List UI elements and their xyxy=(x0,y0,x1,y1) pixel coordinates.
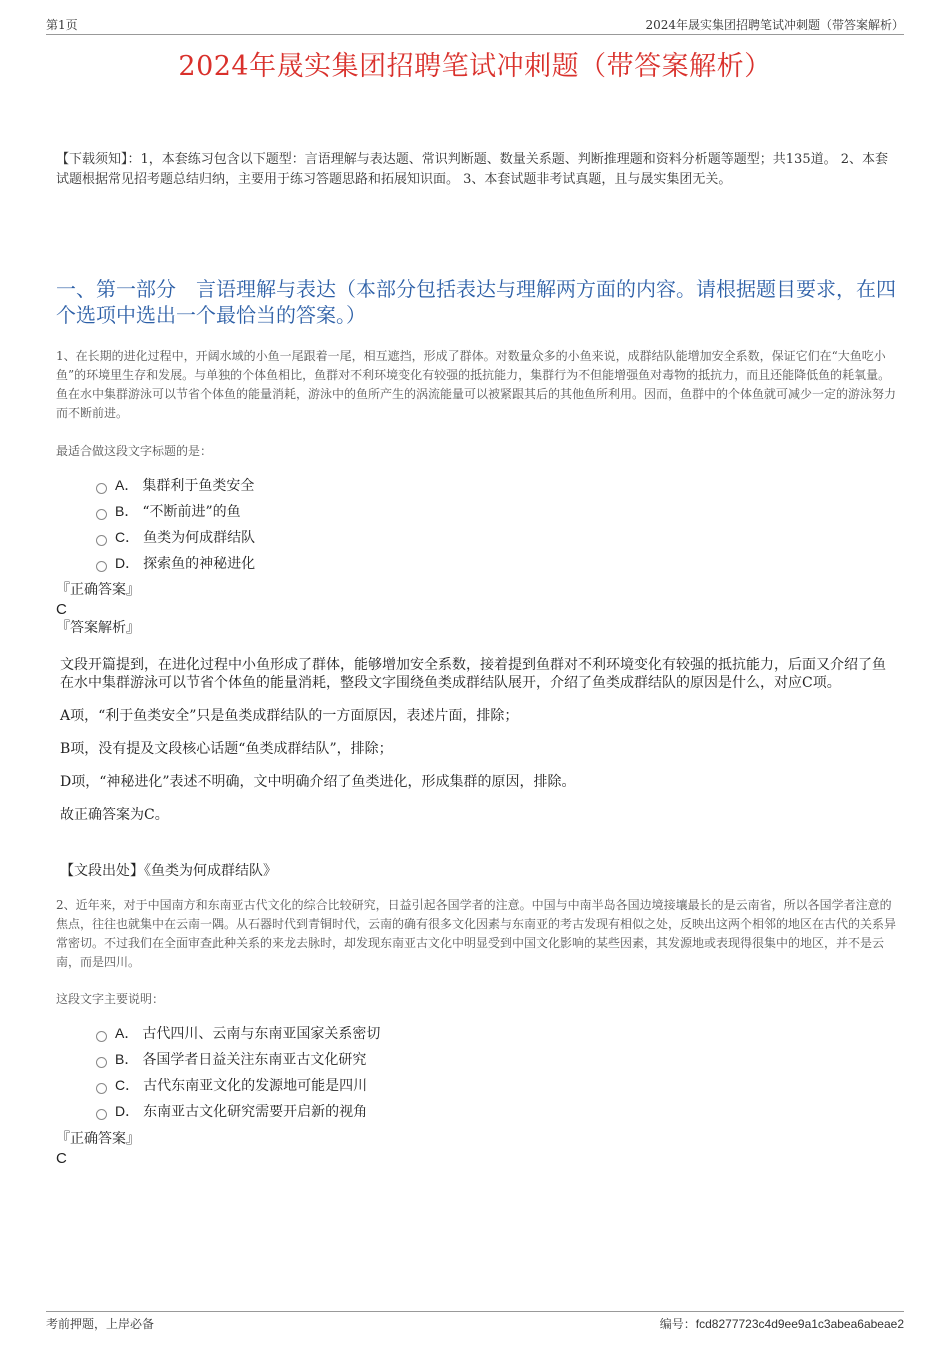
footer-doc-id: 编号：fcd8277723c4d9ee9a1c3abea6abeae2 xyxy=(659,1317,904,1331)
question-2-answer-block xyxy=(56,1130,140,1168)
option-text: 各国学者日益关注东南亚古文化研究 xyxy=(142,1052,367,1068)
question-1-text: 1、在长期的进化过程中，开阔水域的小鱼一尾跟着一尾，相互遮挡，形成了群体。对数量众多的小鱼来说，成群结队能增加安全系数，保证它们在“大鱼吃小鱼”的环境里生存和发展。与单独的个体鱼相比，鱼群对不利环境变化有较强的抵抗能力，集群行为不但能增强鱼对毒物的抵抗力，而且还能降低鱼的耗氧量。鱼在水中集群游泳可以节省个体鱼的能量消耗，游泳中的鱼所产生的涡流能量可以被紧跟其后的其他鱼所利用。因而，鱼群中的个体鱼就可减少一定的游泳努力而不断前进。 xyxy=(56,349,897,420)
document-title: 2024年晟实集团招聘笔试冲刺题（带答案解析） xyxy=(178,51,772,82)
option-letter: A． xyxy=(115,1025,139,1041)
answer-value: C xyxy=(56,601,67,618)
radio-icon[interactable] xyxy=(96,561,107,572)
answer-label: 『正确答案』 xyxy=(56,582,140,598)
radio-icon[interactable] xyxy=(96,483,107,494)
option-text: 东南亚古文化研究需要开启新的视角 xyxy=(143,1104,368,1120)
option-letter: A． xyxy=(115,477,139,493)
option-text: 古代东南亚文化的发源地可能是四川 xyxy=(143,1078,368,1094)
analysis-paragraph: A项，“利于鱼类安全”只是鱼类成群结队的一方面原因，表述片面，排除； xyxy=(60,708,519,724)
page-number: 第1页 xyxy=(46,18,78,32)
question-2-option-c[interactable] xyxy=(96,1072,380,1098)
option-text: 探索鱼的神秘进化 xyxy=(143,556,256,572)
question-1-analysis xyxy=(60,656,894,839)
radio-icon[interactable] xyxy=(96,509,107,520)
analysis-paragraph: D项，“神秘进化”表述不明确，文中明确介绍了鱼类进化，形成集群的原因，排除。 xyxy=(60,774,576,790)
option-text: 古代四川、云南与东南亚国家关系密切 xyxy=(142,1026,381,1042)
option-letter: C． xyxy=(115,1077,140,1093)
radio-icon[interactable] xyxy=(96,1109,107,1120)
analysis-label: 『答案解析』 xyxy=(56,620,140,636)
analysis-paragraph: 文段开篇提到，在进化过程中小鱼形成了群体，能够增加安全系数，接着提到鱼群对不利环境变化有较强的抵抗能力，后面又介绍了鱼在水中集群游泳可以节省个体鱼的能量消耗，整段文字围绕鱼类成群结队展开，介绍了鱼类成群结队的原因是什么，对应C项。 xyxy=(60,657,886,691)
section-title: 一、第一部分 言语理解与表达（本部分包括表达与理解两方面的内容。请根据题目要求，在四个选项中选出一个最恰当的答案。） xyxy=(56,277,896,327)
option-letter: B． xyxy=(115,1051,139,1067)
question-2-option-b[interactable] xyxy=(96,1046,380,1072)
radio-icon[interactable] xyxy=(96,1057,107,1068)
option-text: “不断前进”的鱼 xyxy=(142,504,241,520)
answer-value: C xyxy=(56,1150,67,1167)
option-text: 集群利于鱼类安全 xyxy=(142,478,255,494)
question-1-option-c[interactable] xyxy=(96,524,255,550)
question-1-option-b[interactable] xyxy=(96,498,255,524)
question-1-option-a[interactable] xyxy=(96,472,255,498)
page-footer xyxy=(46,1311,904,1334)
analysis-paragraph: B项，没有提及文段核心话题“鱼类成群结队”，排除； xyxy=(60,741,393,757)
analysis-paragraph: 故正确答案为C。 xyxy=(60,807,169,823)
question-2-options xyxy=(96,1020,380,1124)
radio-icon[interactable] xyxy=(96,1031,107,1042)
question-2-option-d[interactable] xyxy=(96,1098,380,1124)
page-header xyxy=(46,14,904,35)
option-letter: B． xyxy=(115,503,139,519)
option-letter: D． xyxy=(115,555,140,571)
question-1-prompt: 最适合做这段文字标题的是： xyxy=(56,444,213,458)
option-letter: D． xyxy=(115,1103,140,1119)
question-2-prompt: 这段文字主要说明： xyxy=(56,992,165,1006)
option-letter: C． xyxy=(115,529,140,545)
question-2-option-a[interactable] xyxy=(96,1020,380,1046)
question-1-source: 【文段出处】《鱼类为何成群结队》 xyxy=(60,863,277,879)
radio-icon[interactable] xyxy=(96,535,107,546)
question-1-option-d[interactable] xyxy=(96,550,255,576)
question-1-options xyxy=(96,472,255,576)
download-notice: 【下载须知】：1，本套练习包含以下题型：言语理解与表达题、常识判断题、数量关系题、判断推理题和资料分析题等题型；共135道。 2、本套试题根据常见招考题总结归纳，主要用于练习答题思路和拓展知识面。 3、本套试题非考试真题，且与晟实集团无关。 xyxy=(56,152,888,187)
answer-label: 『正确答案』 xyxy=(56,1131,140,1147)
radio-icon[interactable] xyxy=(96,1083,107,1094)
footer-slogan: 考前押题，上岸必备 xyxy=(46,1317,155,1331)
question-2-text: 2、近年来，对于中国南方和东南亚古代文化的综合比较研究，日益引起各国学者的注意。中国与中南半岛各国边境接壤最长的是云南省，所以各国学者注意的焦点，往往也就集中在云南一隅。从石器时代到青铜时代，云南的确有很多文化因素与东南亚的考古发现有相似之处，反映出这两个相邻的地区在古代的关系异常密切。不过我们在全面审查此种关系的来龙去脉时，却发现东南亚古文化中明显受到中国文化影响的某些因素，其发源地或表现得很集中的地区，并不是云南，而是四川。 xyxy=(56,898,897,969)
question-1-answer-block xyxy=(56,581,140,638)
header-doc-title: 2024年晟实集团招聘笔试冲刺题（带答案解析） xyxy=(645,18,904,32)
option-text: 鱼类为何成群结队 xyxy=(143,530,256,546)
